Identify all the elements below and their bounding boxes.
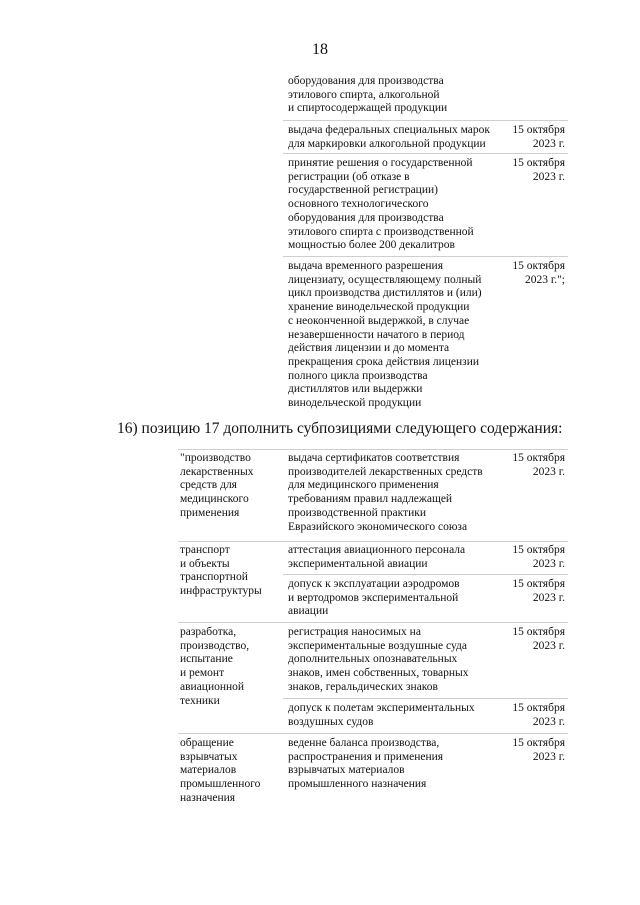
activity-text: веденне баланса производства, распространения и применения взрывчатых материалов промышленного назначения [288, 737, 444, 791]
deadline-date: 15 октября 2023 г. [512, 702, 565, 728]
row-separator [178, 449, 568, 450]
category-text: разработка, производство, испытание и ремонт авиационной техники [180, 626, 250, 707]
row-separator [178, 622, 568, 623]
activity-text: регистрация наносимых на экспериментальные воздушные суда дополнительных опознавательных знаков, имен собственных, товарных знаков, геральдических знаков [288, 626, 469, 693]
deadline-date: 15 октября 2023 г. [512, 737, 565, 763]
amendment-heading: 16) позицию 17 дополнить субпозициями следующего содержания: [117, 420, 563, 437]
category-text: обращение взрывчатых материалов промышленного назначения [180, 737, 261, 804]
deadline-date: 15 октября 2023 г. [512, 124, 565, 150]
row-separator [283, 153, 568, 154]
deadline-date: 15 октября 2023 г. [512, 626, 565, 652]
activity-text: допуск к полетам экспериментальных воздушных судов [288, 702, 475, 728]
activity-text: принятие решения о государственной регистрации (об отказе в государственной регистрации) основного технологического оборудования для производства этилового спирта с производственной мощностью более 200 декалитров [288, 157, 474, 252]
deadline-date: 15 октября 2023 г. [512, 544, 565, 570]
activity-text: выдача федеральных специальных марок для маркировки алкогольной продукции [288, 124, 490, 150]
row-separator [283, 120, 568, 121]
category-text: "производство лекарственных средств для медицинского применения [180, 452, 254, 519]
deadline-date: 15 октября 2023 г. [512, 578, 565, 604]
deadline-date: 15 октября 2023 г. [512, 157, 565, 183]
row-separator [178, 541, 568, 542]
activity-text: оборудования для производства этилового спирта, алкогольной и спиртосодержащей продукции [288, 75, 448, 115]
row-separator [283, 574, 568, 575]
deadline-date: 15 октября 2023 г."; [512, 260, 565, 286]
activity-text: аттестация авиационного персонала экспериментальной авиации [288, 544, 466, 570]
activity-text: допуск к эксплуатации аэродромов и вертодромов экспериментальной авиации [288, 578, 460, 618]
row-separator [178, 733, 568, 734]
page-number: 18 [312, 41, 328, 58]
activity-text: выдача временного разрешения лицензиату, осуществляющему полный цикл производства дистиллятов и (или) хранение винодельческой продукции с неоконченной выдержкой, в случае незавершенности начатого в период действия лицензии и до момента прекращения срока действия лицензии полного цикла производства дистиллятов или выдержки винодельческой продукции [288, 260, 482, 410]
deadline-date: 15 октября 2023 г. [512, 452, 565, 478]
activity-text: выдача сертификатов соответствия производителей лекарственных средств для медицинского применения требованиям правил надлежащей производственной практики Евразийского экономического союза [288, 452, 483, 533]
row-separator [283, 698, 568, 699]
row-separator [283, 256, 568, 257]
category-text: транспорт и объекты транспортной инфраструктуры [180, 544, 262, 598]
